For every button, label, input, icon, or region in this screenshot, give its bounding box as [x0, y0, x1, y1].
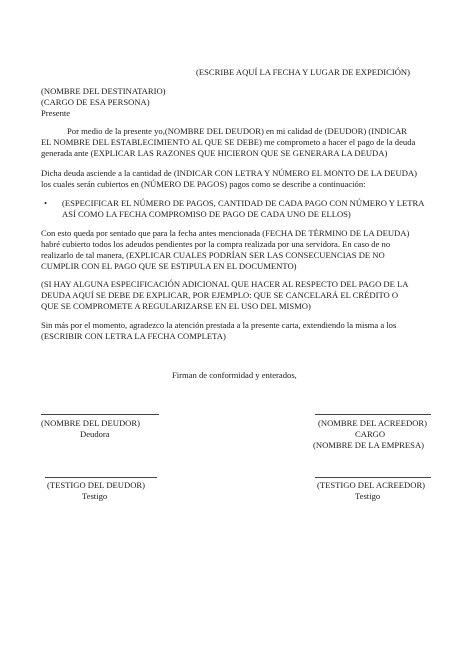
paragraph-2-line-1: Dicha deuda asciende a la cantidad de (INDICAR CON LETRA Y NÚMERO EL MONTO DE LA DEUDA): [41, 168, 417, 178]
paragraph-2-line-2: los cuales serán cubiertos en (NÚMERO DE PAGOS) pagos como se describe a continuación:: [41, 179, 366, 189]
creditor-name: (NOMBRE DEL ACREEDOR): [318, 418, 428, 428]
recipient-name: (NOMBRE DEL DESTINATARIO): [41, 86, 166, 96]
date-place-line: (ESCRIBE AQUÍ LA FECHA Y LUGAR DE EXPEDICIÓN): [196, 67, 410, 77]
paragraph-1-line-2: EL NOMBRE DEL ESTABLECIMIENTO AL QUE SE DEBE) me comprometo a hacer el pago de la deuda: [41, 137, 416, 147]
witness-creditor-role: Testigo: [355, 491, 381, 501]
witness-creditor-name: (TESTIGO DEL ACREEDOR): [317, 480, 426, 490]
paragraph-1-line-3: generada ante (EXPLICAR LAS RAZONES QUE HICIERON QUE SE GENERARA LA DEUDA): [41, 148, 388, 158]
debtor-role: Deudora: [80, 429, 110, 439]
paragraph-4-line-1: (SI HAY ALGUNA ESPECIFICACIÓN ADICIONAL QUE HACER AL RESPECTO DEL PAGO DE LA: [41, 279, 409, 289]
paragraph-3-line-1: Con esto queda por sentado que para la fecha antes mencionada (FECHA DE TÉRMINO DE LA DEUDA): [41, 228, 410, 238]
witness-debtor-signature-line: [45, 477, 157, 478]
bullet-line-2: ASÍ COMO LA FECHA COMPROMISO DE PAGO DE CADA UNO DE ELLOS): [62, 209, 351, 219]
paragraph-3-line-2: habré cubierto todos los adeudos pendientes por la compra realizada por una servidora. En caso de no: [41, 239, 391, 249]
paragraph-3-line-3: realizarlo de tal manera, (EXPLICAR CUALES PODRÍAN SER LAS CONSECUENCIAS DE NO: [41, 250, 385, 260]
witness-debtor-role: Testigo: [82, 491, 108, 501]
greeting: Presente: [41, 108, 71, 118]
recipient-position: (CARGO DE ESA PERSONA): [41, 97, 150, 107]
signatures-intro: Firman de conformidad y enterados,: [172, 370, 297, 380]
witness-debtor-name: (TESTIGO DEL DEUDOR): [47, 480, 146, 490]
debtor-name: (NOMBRE DEL DEUDOR): [41, 418, 140, 428]
creditor-company: (NOMBRE DE LA EMPRESA): [313, 440, 425, 450]
paragraph-4-line-2: DEUDA AQUÍ SE DEBE DE EXPLICAR, POR EJEMPLO: QUE SE CANCELARÁ EL CRÉDITO O: [41, 290, 399, 300]
witness-creditor-signature-line: [315, 477, 431, 478]
creditor-cargo: CARGO: [355, 429, 386, 439]
bullet-line-1: (ESPECIFICAR EL NÚMERO DE PAGOS, CANTIDAD DE CADA PAGO CON NÚMERO Y LETRA: [62, 198, 425, 208]
closing-line-1: Sin más por el momento, agradezco la atención prestada a la presente carta, extendiendo la misma a los: [41, 320, 397, 330]
closing-line-2: (ESCRIBIR CON LETRA LA FECHA COMPLETA): [41, 331, 226, 341]
debtor-signature-line: [41, 414, 159, 415]
creditor-signature-line: [315, 414, 431, 415]
bullet-icon: •: [44, 198, 48, 208]
paragraph-3-line-4: CUMPLIR CON EL PAGO QUE SE ESTIPULA EN EL DOCUMENTO): [41, 261, 297, 271]
paragraph-1-line-1: Por medio de la presente yo,(NOMBRE DEL DEUDOR) en mi calidad de (DEUDOR) (INDICAR: [67, 126, 408, 136]
paragraph-4-line-3: QUE SE COMPROMETE A REGULARIZARSE EN EL USO DEL MISMO): [41, 301, 311, 311]
